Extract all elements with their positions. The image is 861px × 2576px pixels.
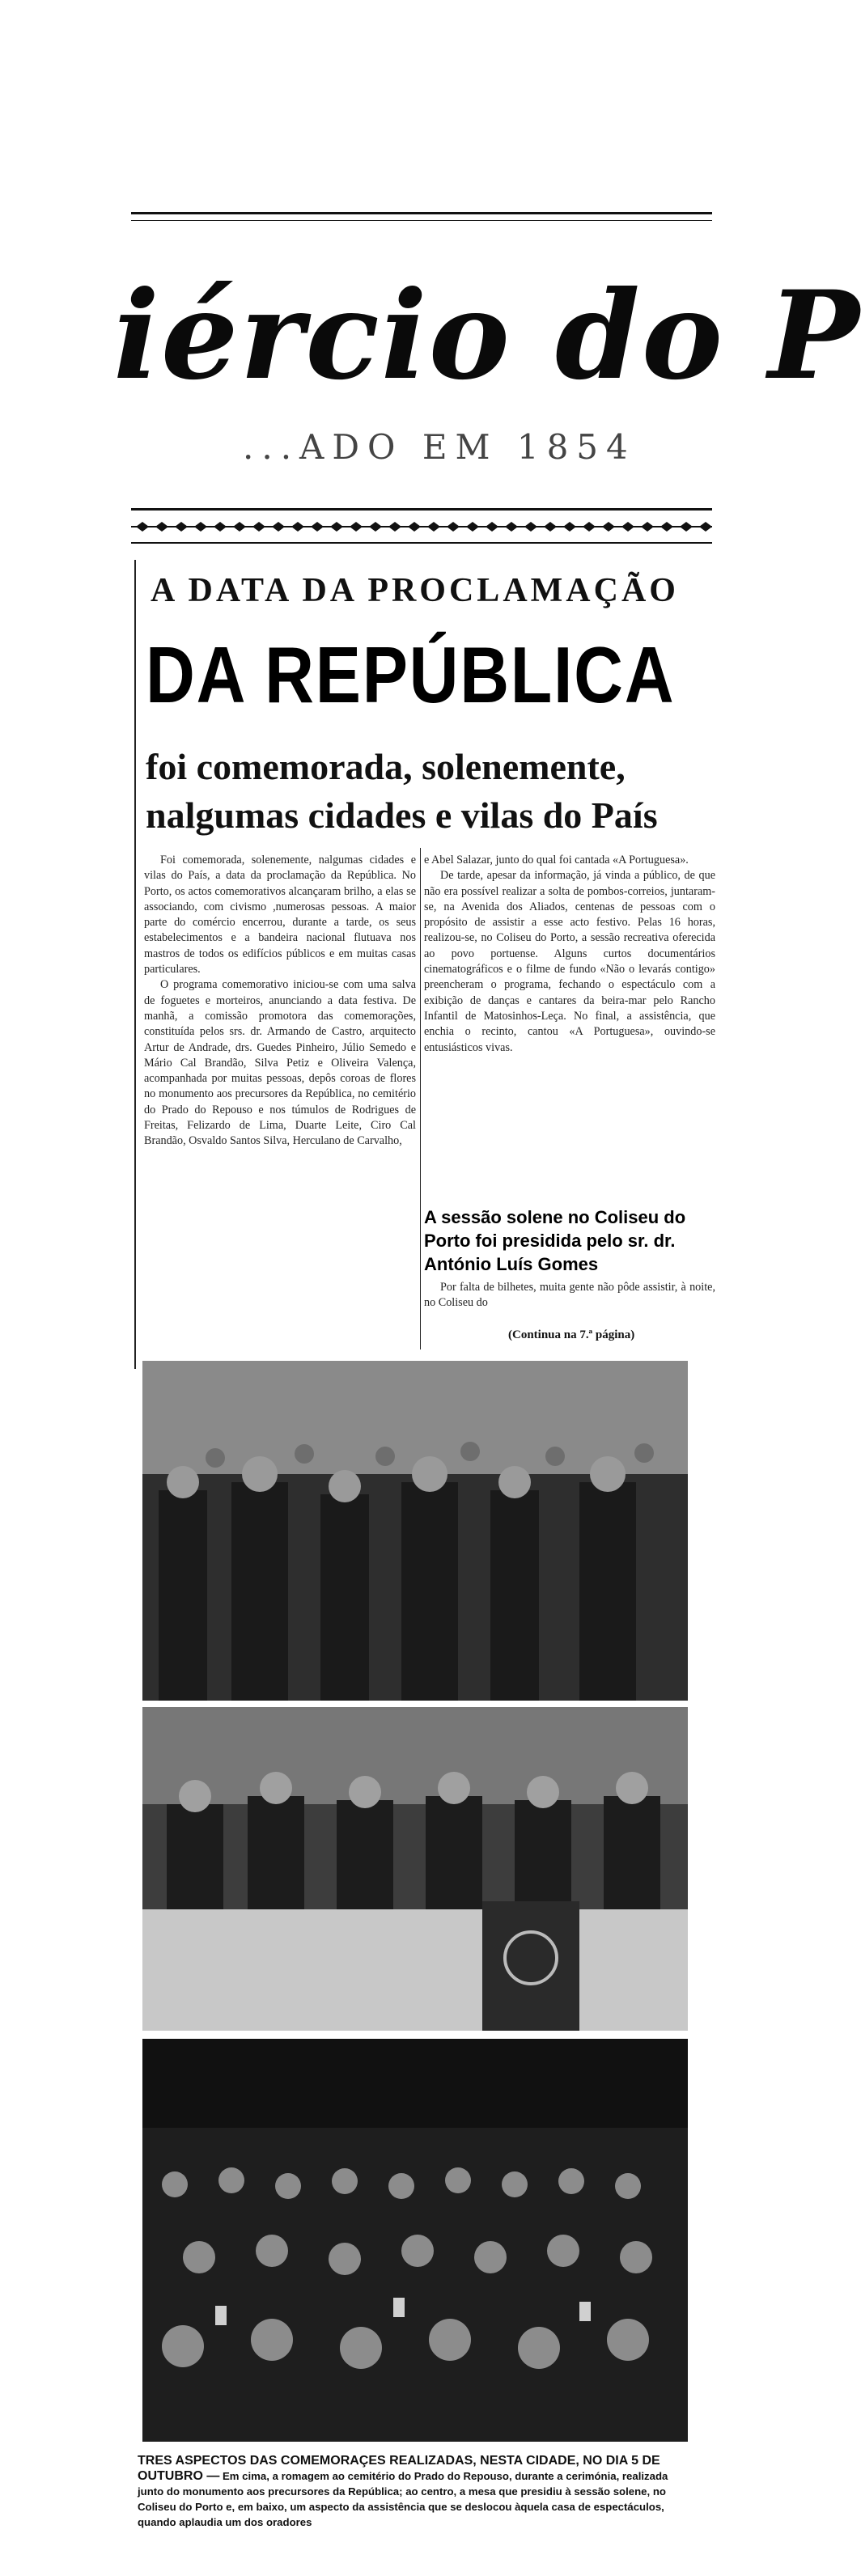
col2-paragraph-2: De tarde, apesar da informação, já vinda a público, de que não era possível realizar a solta de pombos-correios, juntaram-se, na Avenida dos Aliados, centenas de pessoas com o propósito de assistir a esse acto festivo. Pelas 16 horas, realizou-se, no Coliseu do Porto, a sessão recreativa oferecida ao povo portuense. Alguns curtos documentários cinematográficos e o filme de fundo «Não o levarás contigo» preencheram o programa, fechando o espectáculo com a exibição de danças e cantares da beira-mar pelo Rancho Infantil de Matosinhos-Leça. No final, a assistência, que enchia o recinto, cantou «A Portuguesa», ouvindo-se entusiásticos vivas. xyxy=(424,869,715,1054)
photo-caption xyxy=(138,2453,696,2530)
photo-audience xyxy=(142,2039,688,2442)
caption-lead: TRES ASPECTOS DAS COMEMORAÇES REALIZADAS, NESTA CIDADE, NO DIA 5 DE OUTUBRO — xyxy=(138,2454,660,2483)
column-divider xyxy=(420,848,421,1349)
col2-paragraph-1: e Abel Salazar, junto do qual foi cantada «A Portuguesa». xyxy=(424,854,689,866)
article-column-1 xyxy=(144,853,416,1150)
col2-tail xyxy=(424,1280,715,1311)
top-rule-thin xyxy=(131,220,712,221)
masthead-founded: ...ADO EM 1854 xyxy=(243,427,636,467)
photo-presiding-table xyxy=(142,1707,688,2031)
col2-tail-text: Por falta de bilhetes, muita gente não pôde assistir, à noite, no Coliseu do xyxy=(424,1281,715,1310)
photo-audience-image xyxy=(142,2039,688,2442)
col1-paragraph-1: Foi comemorada, solenemente, nalgumas cidades e vilas do País, a data da proclamação da República. No Porto, os actos comemorativos alcançaram brilho, a elas se associando, com civismo ,numerosas pessoas. A maior parte do comércio encerrou, durante a tarde, os seus estabelecimentos e a bandeira nacional flutuava nos mastros de todos os edifícios públicos e em muitas casas particulares. xyxy=(144,854,416,977)
masthead-rule xyxy=(131,508,712,511)
caption-body: Em cima, a romagem ao cemitério do Prado do Repouso, durante a cerimónia, realizada junto do monumento aos precursores da República; ao centro, a mesa que presidiu à sessão solene, no Coliseu do Porto e, em baixo, um aspecto da assistência que se deslocou àquela casa de espectáculos, quando aplaudia um dos oradores xyxy=(138,2470,668,2528)
photo-table-image xyxy=(142,1707,688,2031)
photo-cemetery-image xyxy=(142,1361,688,1701)
article-headline: DA REPÚBLICA xyxy=(146,630,676,719)
continued-note: (Continua na 7.ª página) xyxy=(508,1328,635,1341)
article-kicker: A DATA DA PROCLAMAÇÃO xyxy=(151,572,679,609)
col1-paragraph-2: O programa comemorativo iniciou-se com uma salva de foguetes e morteiros, anunciando a data festiva. De manhã, a comissão promotora das comemorações, constituída pelos srs. dr. Armando de Castro, arquitecto Artur de Andrade, drs. Guedes Pinheiro, Júlio Semedo e Mário Cal Brandão, Silva Petiz e Oliveira Valença, acompanhada por muitas pessoas, depôs coroas de flores no monumento aos precursores da República, no cemitério do Prado do Repouso e nos túmulos de Rodrigues de Freitas, Felizardo de Lima, Duarte Leite, Ciro Cal Brandão, Osvaldo Santos Silva, Herculano de Carvalho, xyxy=(144,978,416,1148)
masthead-title: iércio do P xyxy=(113,265,861,407)
photo-cemetery-ceremony xyxy=(142,1361,688,1701)
article-subhead-line2: nalgumas cidades e vilas do País xyxy=(146,794,658,836)
article-subhead-line1: foi comemorada, solenemente, xyxy=(146,746,626,787)
article-left-border xyxy=(134,560,136,1369)
chain-rule-bottom xyxy=(131,542,712,544)
article-column-2 xyxy=(424,853,715,1056)
chain-divider xyxy=(131,518,712,536)
article-crosshead: A sessão solene no Coliseu do Porto foi presidida pelo sr. dr. António Luís Gomes xyxy=(424,1207,686,1274)
top-rule xyxy=(131,212,712,214)
